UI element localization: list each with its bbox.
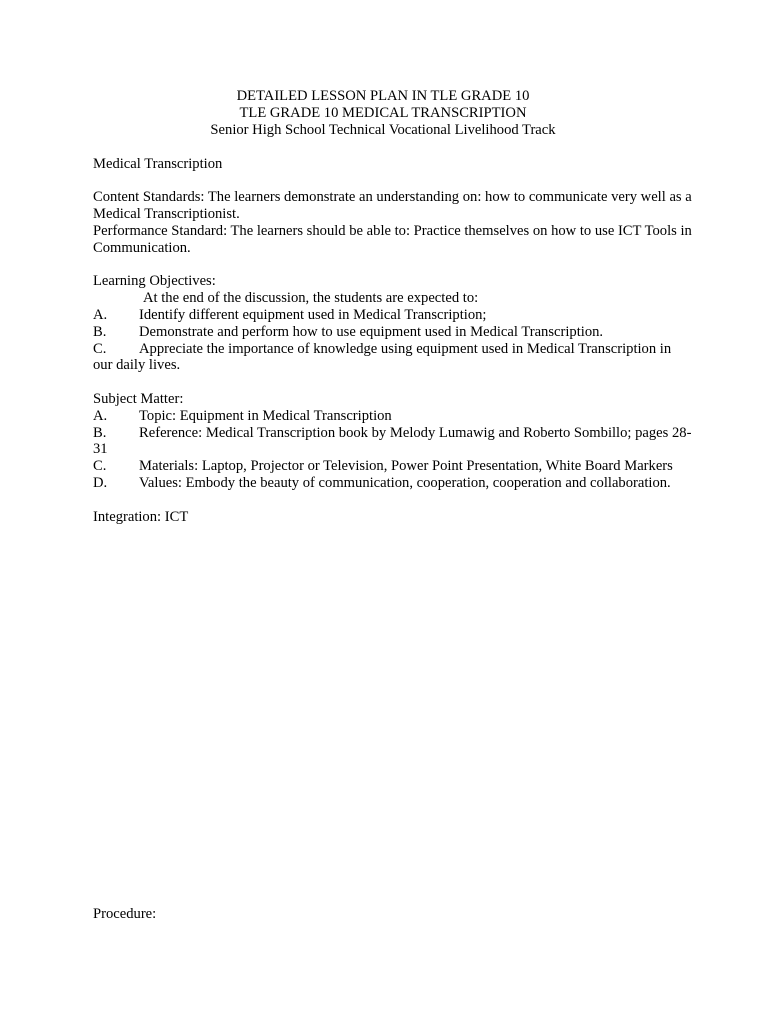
objective-letter: C. [93, 340, 107, 357]
subject-matter-letter: C. [93, 458, 107, 475]
subject-matter-text: Topic: Equipment in Medical Transcription [139, 407, 392, 424]
subject-heading: Medical Transcription [93, 155, 223, 172]
procedure-heading: Procedure: [93, 906, 157, 922]
subject-matter-item [93, 408, 693, 425]
objective-text: Demonstrate and perform how to use equipment used in Medical Transcription. [139, 323, 604, 340]
objective-text: Identify different equipment used in Medical Transcription; [139, 306, 487, 323]
title-line-3: Senior High School Technical Vocational Livelihood Track [210, 122, 556, 138]
title-block [93, 88, 673, 139]
subject-matter-heading: Subject Matter: [93, 390, 184, 407]
objective-letter: A. [93, 306, 108, 323]
document-page [93, 88, 693, 525]
objectives-intro: At the end of the discussion, the students are expected to: [143, 290, 479, 307]
integration: Integration: ICT [93, 508, 189, 525]
subject-matter-text: Values: Embody the beauty of communication, cooperation, cooperation and collaboration. [139, 474, 671, 491]
objective-item [93, 324, 693, 341]
subject-matter-item [93, 458, 693, 475]
objective-item [93, 341, 693, 375]
subject-matter-item [93, 475, 693, 492]
objective-item [93, 307, 693, 324]
title-line-2: TLE GRADE 10 MEDICAL TRANSCRIPTION [239, 105, 527, 121]
performance-standard: Performance Standard: The learners should be able to: Practice themselves on how to use ICT Tools in Communication. [93, 222, 692, 256]
objectives-heading: Learning Objectives: [93, 273, 216, 290]
subject-matter-letter: B. [93, 424, 107, 441]
content-standards: Content Standards: The learners demonstrate an understanding on: how to communicate very well as a Medical Transcriptionist. [93, 189, 692, 223]
objective-text: Appreciate the importance of knowledge using equipment used in Medical Transcription in our daily lives. [93, 340, 672, 374]
subject-matter-item [93, 425, 693, 459]
subject-matter-letter: D. [93, 474, 108, 491]
subject-matter-letter: A. [93, 407, 108, 424]
subject-matter-text: Materials: Laptop, Projector or Television, Power Point Presentation, White Board Markers [139, 458, 673, 475]
objective-letter: B. [93, 323, 107, 340]
subject-matter-text: Reference: Medical Transcription book by Melody Lumawig and Roberto Sombillo; pages 28-31 [93, 424, 692, 458]
title-line-1: DETAILED LESSON PLAN IN TLE GRADE 10 [236, 88, 530, 104]
